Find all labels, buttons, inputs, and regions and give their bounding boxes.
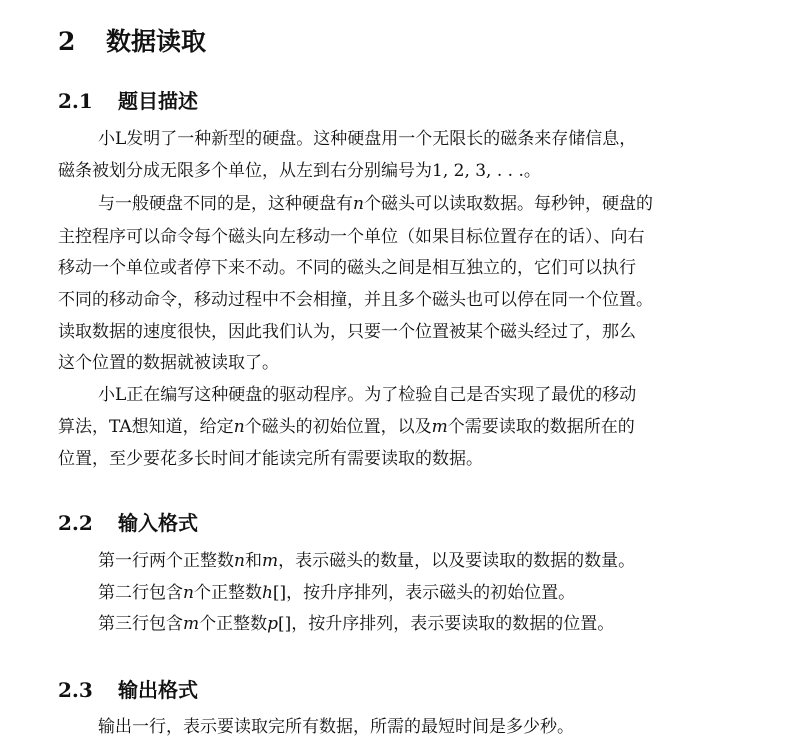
subsection-heading-output <box>58 674 198 703</box>
subsection-heading-input <box>58 507 198 536</box>
text-run: ，按升序排列，表示要读取的数据的位置。 <box>291 614 615 634</box>
description-p2-line3: 移动一个单位或者停下来不动。不同的磁头之间是相互独立的，它们可以执行 <box>58 258 636 278</box>
subsection-number: 2.3 <box>58 678 93 702</box>
text-run: 第二行包含 <box>98 583 183 603</box>
input-format-line2 <box>98 582 575 604</box>
output-format-line1: 输出一行，表示要读取完所有数据，所需的最短时间是多少秒。 <box>98 717 574 737</box>
text-run: 个正整数 <box>199 614 268 634</box>
section-heading <box>58 22 206 58</box>
description-p2-line2: 主控程序可以命令每个磁头向左移动一个单位（如果目标位置存在的话）、向右 <box>58 227 645 247</box>
input-format-line1 <box>98 550 635 572</box>
description-p3-line3: 位置，至少要花多长时间才能读完所有需要读取的数据。 <box>58 449 483 469</box>
text-run: 个磁头可以读取数据。每秒钟，硬盘的 <box>363 194 653 214</box>
subsection-heading-description <box>58 85 198 114</box>
subsection-number: 2.2 <box>58 511 93 535</box>
text-run: ，按升序排列，表示磁头的初始位置。 <box>286 583 576 603</box>
description-p2-line5: 读取数据的速度很快，因此我们认为，只要一个位置被某个磁头经过了，那么 <box>58 322 636 342</box>
math-var: n <box>353 194 364 214</box>
description-p3-line1: 小L正在编写这种硬盘的驱动程序。为了检验自己是否实现了最优的移动 <box>98 385 637 405</box>
text-run: 个磁头的初始位置，以及 <box>244 417 432 437</box>
section-number: 2 <box>58 27 76 56</box>
math-var: n <box>183 583 194 603</box>
description-p2-line1 <box>98 193 653 215</box>
text-run: 和 <box>244 551 262 571</box>
math-var: m <box>431 417 448 437</box>
description-p1-line1: 小L发明了一种新型的硬盘。这种硬盘用一个无限长的磁条来存储信息， <box>98 129 637 149</box>
math-var: m <box>261 551 279 571</box>
text-run: 第三行包含 <box>98 614 183 634</box>
description-p2-line6: 这个位置的数据就被读取了。 <box>58 353 279 373</box>
subsection-title: 输入格式 <box>118 511 198 535</box>
math-brackets: [] <box>278 614 292 634</box>
text-run: 算法，TA想知道，给定 <box>58 417 234 437</box>
description-p2-line4: 不同的移动命令，移动过程中不会相撞，并且多个磁头也可以停在同一个位置。 <box>58 290 653 310</box>
math-var: h <box>261 583 273 603</box>
section-title: 数据读取 <box>106 27 207 56</box>
input-format-line3 <box>98 613 614 635</box>
text-run: 与一般硬盘不同的是，这种硬盘有 <box>98 194 353 214</box>
math-var: n <box>234 551 245 571</box>
subsection-title: 输出格式 <box>118 678 198 702</box>
text-run: ，表示磁头的数量，以及要读取的数据的数量。 <box>278 551 636 571</box>
description-p1-line2: 磁条被划分成无限多个单位，从左到右分别编号为1, 2, 3, . . .。 <box>58 161 541 181</box>
text-run: 第一行两个正整数 <box>98 551 234 571</box>
description-p3-line2 <box>58 416 635 438</box>
text-run: 个需要读取的数据所在的 <box>447 417 635 437</box>
math-brackets: [] <box>272 583 287 603</box>
math-var: n <box>233 417 245 437</box>
math-var: p <box>267 614 279 634</box>
subsection-title: 题目描述 <box>118 89 198 113</box>
subsection-number: 2.1 <box>58 89 93 113</box>
math-var: m <box>183 614 200 634</box>
text-run: 个正整数 <box>193 583 262 603</box>
